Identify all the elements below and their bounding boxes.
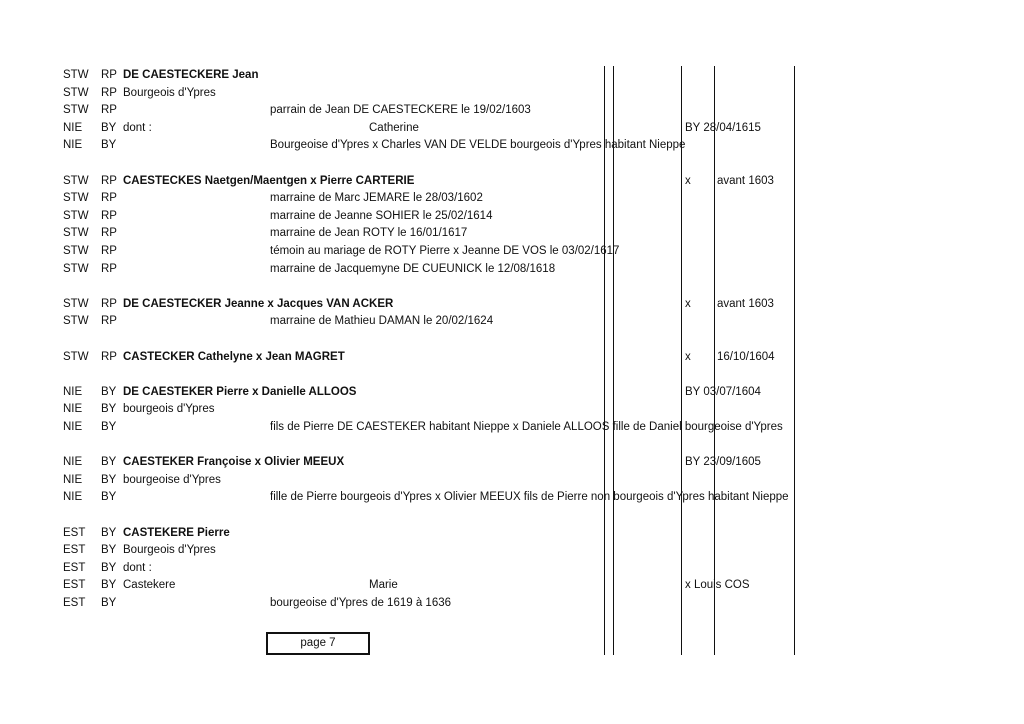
source-code: BY [101,121,117,134]
parish-code: STW [63,86,89,99]
parish-code: NIE [63,139,83,152]
event-marker: x [685,297,691,310]
event-marker: BY 03/07/1604 [685,385,761,398]
event-description: Bourgeoise d'Ypres x Charles VAN DE VELDE bourgeois d'Ypres habitant Nieppe [270,139,686,152]
event-description: parrain de Jean DE CAESTECKERE le 19/02/1603 [270,104,531,117]
column-divider [794,66,795,655]
source-code: BY [101,526,117,539]
event-marker: x [685,350,691,363]
parish-code: NIE [63,473,83,486]
parish-code: STW [63,262,89,275]
parish-code: STW [63,297,89,310]
event-description: Marie [369,579,398,592]
parish-code: STW [63,245,89,257]
source-code: RP [101,86,117,99]
source-code: RP [101,227,117,240]
parish-code: STW [63,209,89,222]
source-code: RP [101,174,117,187]
column-divider [613,66,614,655]
event-description: fille de Pierre bourgeois d'Ypres x Olivier MEEUX fils de Pierre non bourgeois d'Ypres habitant Nieppe [270,491,789,504]
parish-code: EST [63,544,86,557]
parish-code: NIE [63,403,83,416]
parish-code: STW [63,69,89,81]
event-description: Catherine [369,121,419,134]
event-date: avant 1603 [717,297,774,310]
person-name: CASTECKER Cathelyne x Jean MAGRET [123,350,345,363]
event-description: marraine de Mathieu DAMAN le 20/02/1624 [270,315,494,328]
parish-code: EST [63,579,86,592]
event-marker: x Louis COS [685,579,750,592]
parish-code: NIE [63,121,83,134]
source-code: BY [101,491,117,504]
source-code: BY [101,403,117,416]
page-number: page 7 [300,637,336,649]
event-description: marraine de Jeanne SOHIER le 25/02/1614 [270,209,493,222]
person-note: Castekere [123,579,176,592]
source-code: RP [101,209,117,222]
event-description: marraine de Jacquemyne DE CUEUNICK le 12/08/1618 [270,262,556,275]
source-code: BY [101,561,117,574]
event-date: 16/10/1604 [717,350,775,363]
source-code: RP [101,192,117,205]
source-code: RP [101,104,117,117]
person-name: DE CAESTECKER Jeanne x Jacques VAN ACKER [123,297,394,310]
parish-code: NIE [63,456,83,469]
source-code: BY [101,421,117,433]
source-code: RP [101,350,117,363]
event-description: marraine de Marc JEMARE le 28/03/1602 [270,192,483,205]
person-name: DE CAESTEKER Pierre x Danielle ALLOOS [123,385,357,398]
event-description: fils de Pierre DE CAESTEKER habitant Nieppe x Daniele ALLOOS fille de Daniel bourgeoise d'Ypres [270,421,783,433]
source-code: BY [101,544,117,557]
source-code: BY [101,597,117,609]
person-name: DE CAESTECKERE Jean [123,69,259,81]
parish-code: STW [63,350,89,363]
source-code: RP [101,262,117,275]
person-name: CAESTECKES Naetgen/Maentgen x Pierre CARTERIE [123,174,415,187]
source-code: BY [101,139,117,152]
person-note: Bourgeois d'Ypres [123,86,216,99]
column-divider [681,66,682,655]
event-date: avant 1603 [717,174,774,187]
parish-code: STW [63,315,89,328]
person-note: dont : [123,121,152,134]
parish-code: EST [63,597,86,609]
parish-code: STW [63,104,89,117]
source-code: RP [101,297,117,310]
page-number-box [266,632,370,655]
parish-code: STW [63,192,89,205]
parish-code: EST [63,561,86,574]
person-note: bourgeois d'Ypres [123,403,215,416]
person-name: CAESTEKER Françoise x Olivier MEEUX [123,456,345,469]
event-marker: x [685,174,691,187]
person-name: CASTEKERE Pierre [123,526,230,539]
event-marker: BY 23/09/1605 [685,456,761,469]
event-description: marraine de Jean ROTY le 16/01/1617 [270,227,468,240]
person-note: Bourgeois d'Ypres [123,544,216,557]
source-code: BY [101,456,117,469]
source-code: RP [101,69,117,81]
parish-code: STW [63,227,89,240]
parish-code: NIE [63,421,83,433]
parish-code: EST [63,526,86,539]
parish-code: STW [63,174,89,187]
source-code: BY [101,473,117,486]
source-code: RP [101,245,117,257]
person-note: bourgeoise d'Ypres [123,473,221,486]
event-description: témoin au mariage de ROTY Pierre x Jeanne DE VOS le 03/02/1617 [270,245,620,257]
source-code: RP [101,315,117,328]
event-description: bourgeoise d'Ypres de 1619 à 1636 [270,597,452,609]
event-marker: BY 28/04/1615 [685,121,761,134]
person-note: dont : [123,561,152,574]
source-code: BY [101,385,117,398]
column-divider [604,66,605,655]
column-divider [714,66,715,655]
source-code: BY [101,579,117,592]
parish-code: NIE [63,491,83,504]
parish-code: NIE [63,385,83,398]
